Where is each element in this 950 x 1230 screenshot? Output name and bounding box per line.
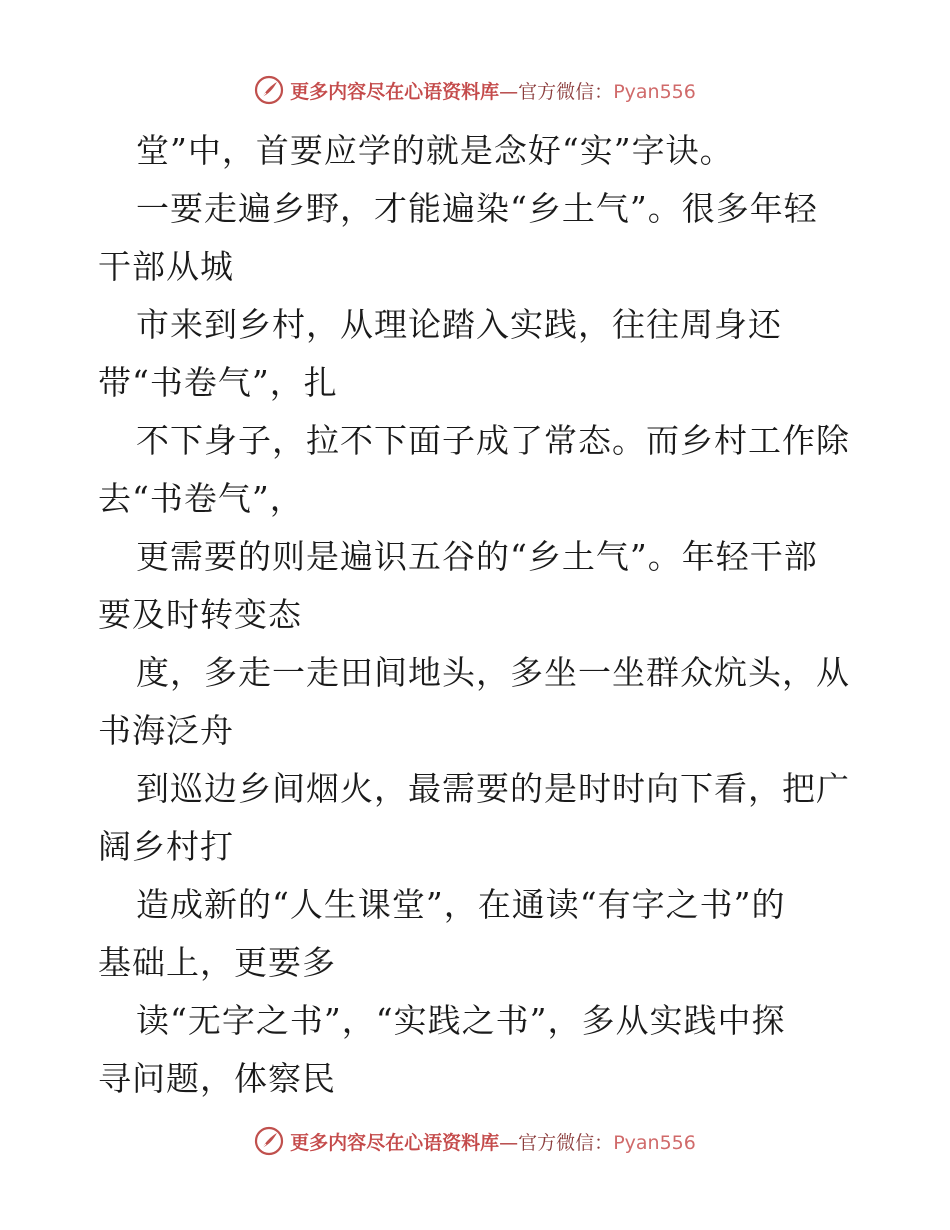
text-line: 去“书卷气”， — [98, 479, 304, 518]
footer-text — [290, 1128, 696, 1155]
header-text — [290, 77, 696, 104]
text-line: 基础上，更要多 — [98, 943, 336, 982]
header-wechat-label: 官方微信： — [518, 80, 614, 103]
quill-pen-icon — [254, 75, 284, 105]
header-banner — [0, 70, 950, 110]
text-line: 到巡边乡间烟火，最需要的是时时向下看，把广 — [136, 769, 850, 808]
quill-pen-icon — [254, 1126, 284, 1156]
footer-site-name: 更多内容尽在心语资料库 — [290, 1131, 500, 1154]
text-line: 堂”中，首要应学的就是念好“实”字诀。 — [136, 131, 734, 170]
text-line: 阔乡村打 — [98, 827, 234, 866]
text-line: 书海泛舟 — [98, 711, 234, 750]
footer-wechat-id: Pyan556 — [613, 1131, 696, 1154]
text-line: 一要走遍乡野，才能遍染“乡土气”。很多年轻 — [136, 189, 818, 228]
footer-separator: — — [499, 1131, 519, 1154]
header-wechat-id: Pyan556 — [613, 80, 696, 103]
header-separator: — — [499, 80, 519, 103]
document-body — [98, 122, 858, 1108]
footer-wechat-label: 官方微信： — [518, 1131, 614, 1154]
text-line: 寻问题，体察民 — [98, 1059, 336, 1098]
footer-banner — [0, 1121, 950, 1161]
text-line: 不下身子，拉不下面子成了常态。而乡村工作除 — [136, 421, 850, 460]
text-line: 市来到乡村，从理论踏入实践，往往周身还 — [136, 305, 782, 344]
text-line: 带“书卷气”，扎 — [98, 363, 338, 402]
text-line: 干部从城 — [98, 247, 234, 286]
text-line: 更需要的则是遍识五谷的“乡土气”。年轻干部 — [136, 537, 818, 576]
text-line: 要及时转变态 — [98, 595, 302, 634]
text-line: 造成新的“人生课堂”，在通读“有字之书”的 — [136, 885, 786, 924]
text-line: 度，多走一走田间地头，多坐一坐群众炕头，从 — [136, 653, 850, 692]
header-site-name: 更多内容尽在心语资料库 — [290, 80, 500, 103]
text-line: 读“无字之书”，“实践之书”，多从实践中探 — [136, 1001, 786, 1040]
